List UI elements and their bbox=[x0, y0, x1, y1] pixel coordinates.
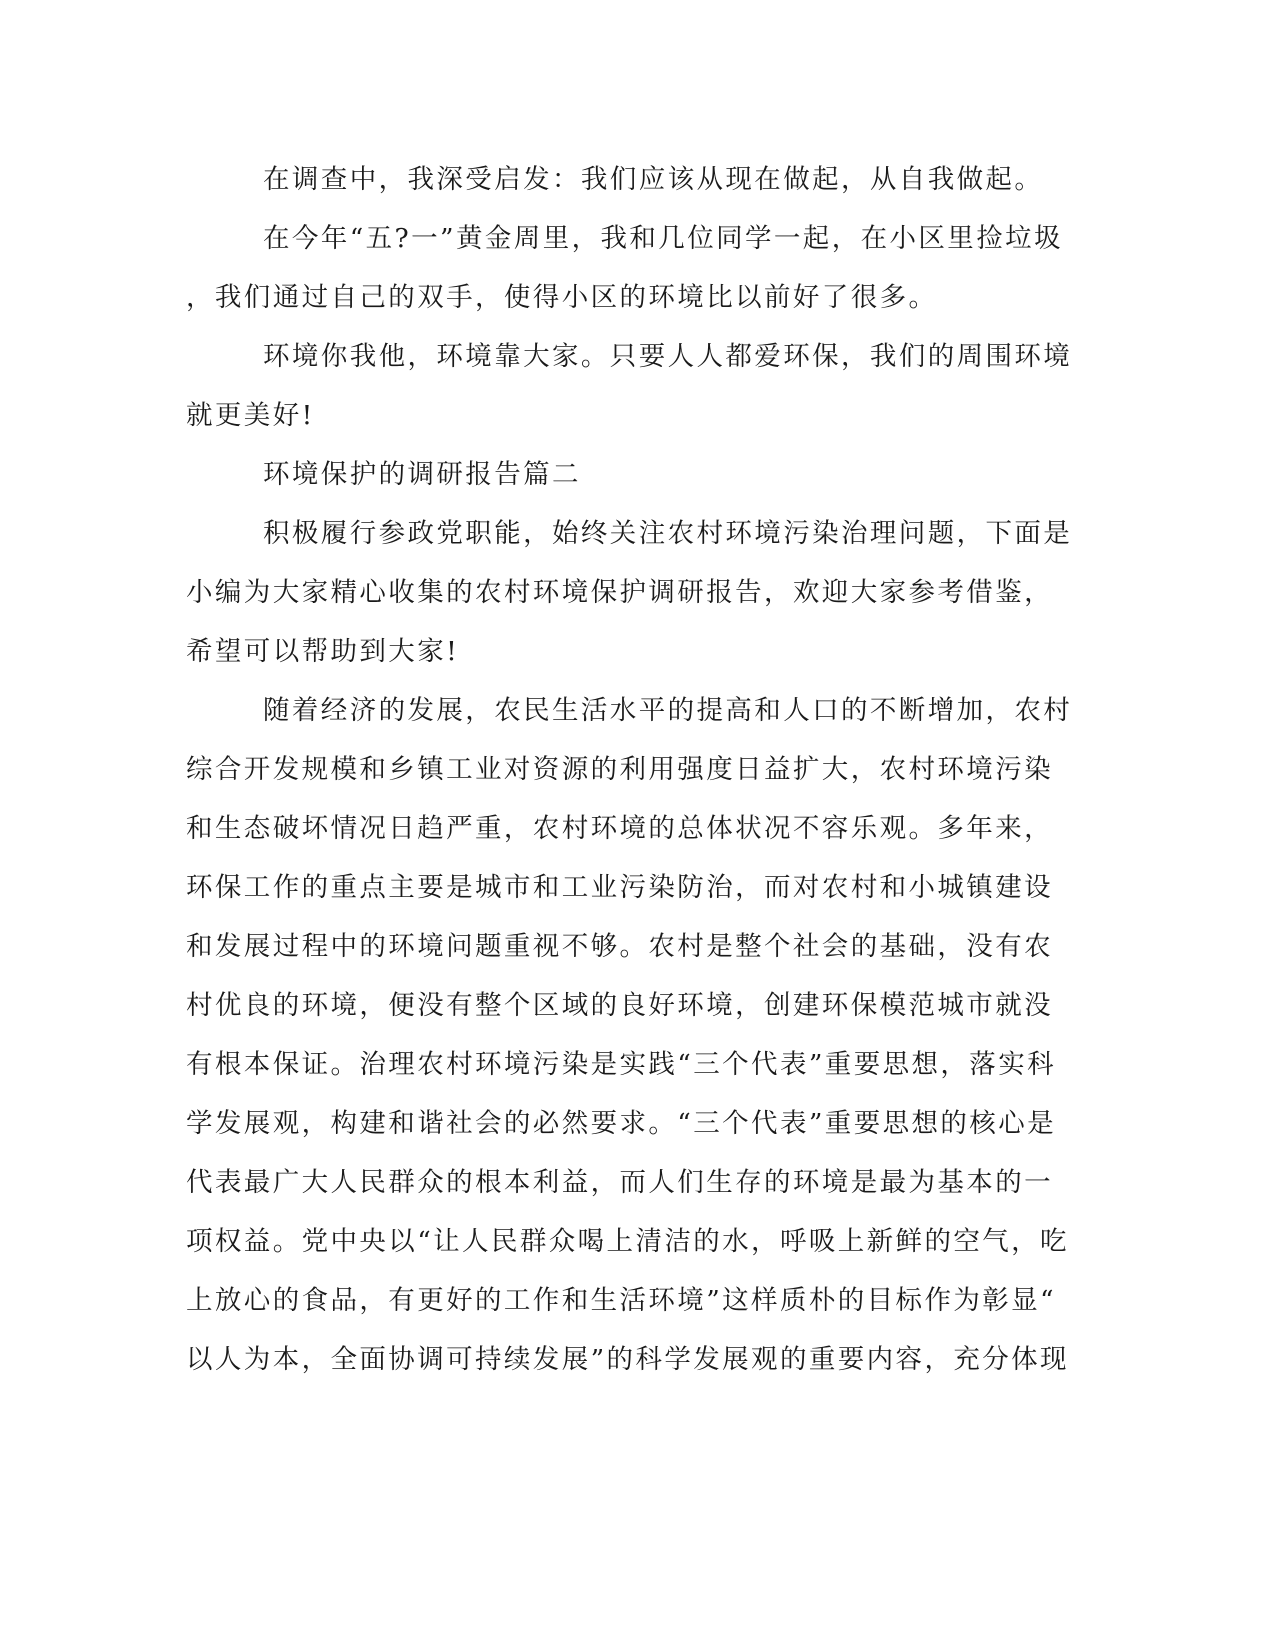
paragraph-line: 村优良的环境，便没有整个区域的良好环境，创建环保模范城市就没 bbox=[186, 990, 1053, 1021]
paragraph-line: 学发展观，构建和谐社会的必然要求。“三个代表”重要思想的核心是 bbox=[186, 1108, 1056, 1139]
paragraph-line: 小编为大家精心收集的农村环境保护调研报告，欢迎大家参考借鉴， bbox=[186, 577, 1053, 608]
paragraph-line: 随着经济的发展，农民生活水平的提高和人口的不断增加，农村 bbox=[263, 695, 1073, 726]
paragraph-line: ，我们通过自己的双手，使得小区的环境比以前好了很多。 bbox=[186, 282, 938, 313]
paragraph-line: 环境你我他，环境靠大家。只要人人都爱环保，我们的周围环境 bbox=[263, 341, 1073, 372]
paragraph-line: 代表最广大人民群众的根本利益，而人们生存的环境是最为基本的一 bbox=[186, 1167, 1053, 1198]
paragraph-line: 在调查中，我深受启发：我们应该从现在做起，从自我做起。 bbox=[263, 164, 1044, 195]
paragraph-line: 就更美好! bbox=[186, 400, 315, 431]
paragraph-line: 和生态破坏情况日趋严重，农村环境的总体状况不容乐观。多年来， bbox=[186, 813, 1053, 844]
paragraph-line: 有根本保证。治理农村环境污染是实践“三个代表”重要思想，落实科 bbox=[186, 1049, 1056, 1080]
paragraph-line: 希望可以帮助到大家! bbox=[186, 636, 460, 667]
paragraph-line: 在今年“五?一”黄金周里，我和几位同学一起，在小区里捡垃圾 bbox=[263, 223, 1063, 254]
paragraph-line: 和发展过程中的环境问题重视不够。农村是整个社会的基础，没有农 bbox=[186, 931, 1053, 962]
paragraph-line: 环保工作的重点主要是城市和工业污染防治，而对农村和小城镇建设 bbox=[186, 872, 1053, 903]
paragraph-line: 以人为本，全面协调可持续发展”的科学发展观的重要内容，充分体现 bbox=[186, 1344, 1069, 1375]
section-heading: 环境保护的调研报告篇二 bbox=[263, 459, 581, 490]
paragraph-line: 综合开发规模和乡镇工业对资源的利用强度日益扩大，农村环境污染 bbox=[186, 754, 1053, 785]
paragraph-line: 上放心的食品，有更好的工作和生活环境”这样质朴的目标作为彰显“ bbox=[186, 1285, 1056, 1316]
paragraph-line: 项权益。党中央以“让人民群众喝上清洁的水，呼吸上新鲜的空气，吃 bbox=[186, 1226, 1069, 1257]
paragraph-line: 积极履行参政党职能，始终关注农村环境污染治理问题，下面是 bbox=[263, 518, 1073, 549]
